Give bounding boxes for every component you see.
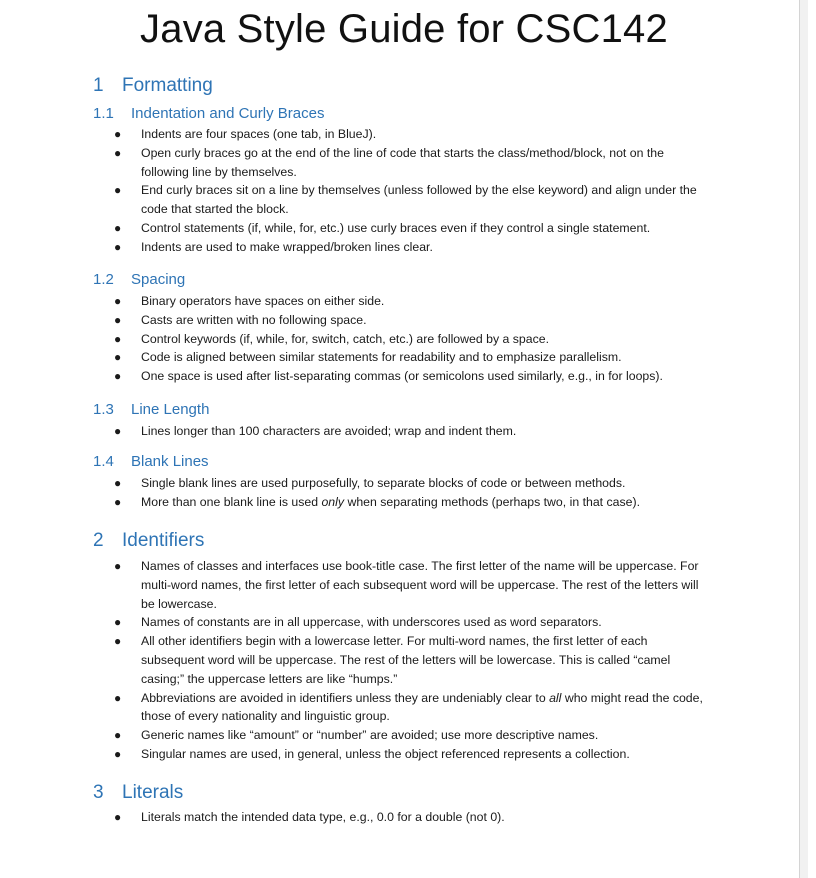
bullet-icon: ●	[114, 183, 122, 198]
scrollbar-gutter[interactable]	[799, 0, 808, 878]
list-item: ● Indents are used to make wrapped/broken lines clear.	[114, 238, 706, 257]
list-item: ● Names of classes and interfaces use book-title case. The first letter of the name will be uppercase. For multi-word names, the first letter of each subsequent word will be uppercase. The rest of the letters will be lowercase.	[114, 559, 699, 611]
bullet-icon: ●	[114, 634, 122, 649]
subsection-heading-line-length	[93, 400, 209, 420]
bullet-icon: ●	[114, 559, 122, 573]
bullet-icon: ●	[114, 424, 122, 438]
bullet-icon: ●	[114, 746, 122, 761]
list-item: ● Literals match the intended data type, e.g., 0.0 for a double (not 0).	[114, 808, 706, 827]
list-item: ● More than one blank line is used only when separating methods (perhaps two, in that case).	[114, 493, 706, 512]
list-item: ● One space is used after list-separating commas (or semicolons used similarly, e.g., in for loops).	[114, 367, 706, 386]
bullet-icon: ●	[114, 350, 122, 365]
section-heading-literals	[93, 781, 183, 805]
section-heading-identifiers	[93, 529, 204, 553]
subsection-number: 1.4	[93, 453, 114, 470]
bullet-icon: ●	[114, 127, 122, 141]
subsection-title: Spacing	[131, 271, 186, 288]
list-item: ● Names of constants are in all uppercase, with underscores used as word separators.	[114, 613, 706, 632]
list-item: ● Generic names like “amount” or “number” are avoided; use more descriptive names.	[114, 726, 706, 745]
section-number: 1	[93, 75, 104, 96]
list-item: ● Lines longer than 100 characters are avoided; wrap and indent them.	[114, 422, 706, 441]
section-number: 3	[93, 782, 104, 803]
list-item: ● Binary operators have spaces on either side.	[114, 292, 706, 311]
bullet-icon: ●	[114, 369, 122, 384]
bullet-icon: ●	[114, 239, 122, 254]
section-number: 2	[93, 530, 104, 551]
spacing-list	[114, 292, 706, 386]
list-item: ● Control keywords (if, while, for, switch, catch, etc.) are followed by a space.	[114, 330, 706, 349]
section-title: Identifiers	[122, 530, 205, 551]
bullet-icon: ●	[114, 494, 122, 509]
list-item: ● Abbreviations are avoided in identifiers unless they are undeniably clear to all who might read the code, those of every nationality and linguistic group.	[114, 690, 703, 724]
subsection-heading-blank-lines	[93, 452, 209, 472]
bullet-icon: ●	[114, 220, 122, 235]
section-title: Formatting	[122, 75, 213, 96]
list-item: ● Singular names are used, in general, unless the object referenced represents a collection.	[114, 745, 706, 764]
bullet-icon: ●	[114, 810, 122, 824]
literals-list	[114, 808, 706, 827]
blank-lines-list	[114, 474, 706, 512]
line-length-list	[114, 422, 706, 441]
subsection-heading-indentation	[93, 104, 324, 124]
document-title: Java Style Guide for CSC142	[140, 7, 668, 51]
bullet-icon: ●	[114, 145, 122, 160]
section-heading-formatting	[93, 74, 213, 98]
subsection-heading-spacing	[93, 270, 185, 290]
bullet-icon: ●	[114, 476, 122, 490]
subsection-number: 1.3	[93, 401, 114, 418]
list-item: ● Code is aligned between similar statements for readability and to emphasize parallelism.	[114, 348, 706, 367]
list-item: ● All other identifiers begin with a lowercase letter. For multi-word names, the first letter of each subsequent word will be uppercase. The rest of the letters will be lowercase. This is called “camel casing;” the uppercase letters are like “humps.”	[114, 634, 671, 686]
subsection-title: Indentation and Curly Braces	[131, 105, 325, 122]
list-item: ● Control statements (if, while, for, etc.) use curly braces even if they control a single statement.	[114, 219, 706, 238]
bullet-icon: ●	[114, 615, 122, 630]
subsection-number: 1.1	[93, 105, 114, 122]
section-title: Literals	[122, 782, 184, 803]
identifiers-list	[114, 557, 706, 764]
subsection-number: 1.2	[93, 271, 114, 288]
list-item: ● End curly braces sit on a line by themselves (unless followed by the else keyword) and align under the code that started the block.	[114, 183, 697, 217]
list-item: ● Casts are written with no following space.	[114, 311, 706, 330]
indentation-list	[114, 125, 706, 257]
list-item: ● Open curly braces go at the end of the line of code that starts the class/method/block, not on the following line by themselves.	[114, 145, 664, 179]
bullet-icon: ●	[114, 690, 122, 705]
list-item: ● Indents are four spaces (one tab, in BlueJ).	[114, 125, 706, 144]
bullet-icon: ●	[114, 331, 122, 346]
bullet-icon: ●	[114, 294, 122, 308]
bullet-icon: ●	[114, 728, 122, 743]
subsection-title: Blank Lines	[131, 453, 209, 470]
subsection-title: Line Length	[131, 401, 210, 418]
bullet-icon: ●	[114, 312, 122, 327]
list-item: ● Single blank lines are used purposefully, to separate blocks of code or between methods.	[114, 474, 706, 493]
